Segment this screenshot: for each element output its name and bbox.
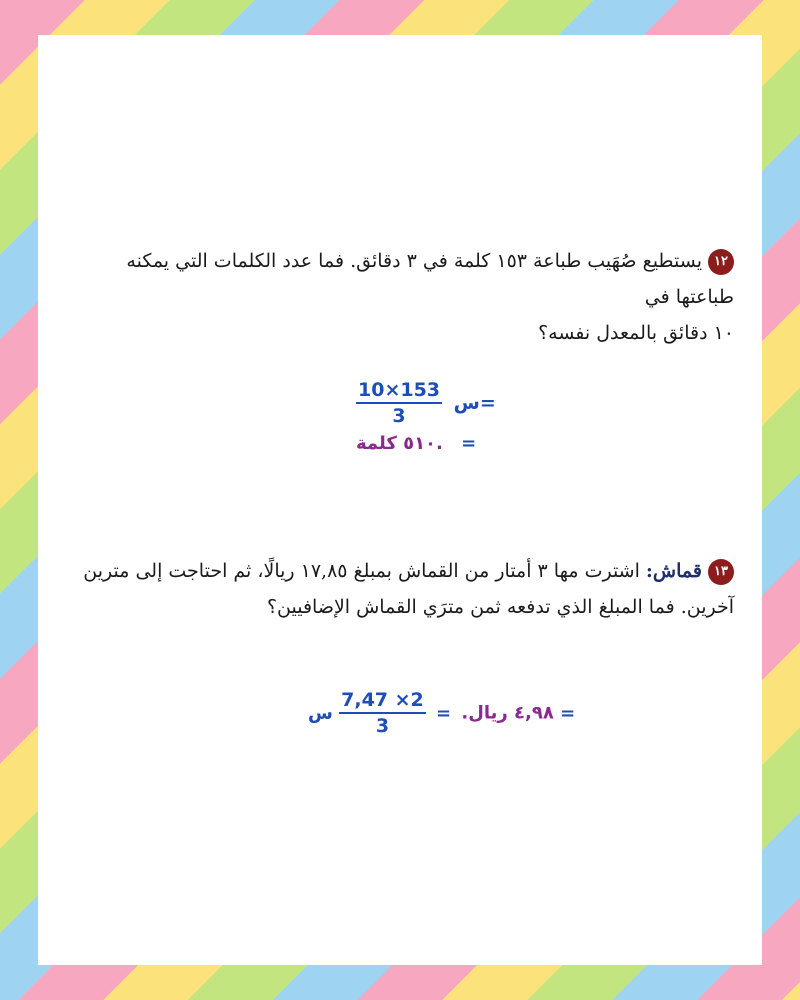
result-value: ٥١٠ كلمة. (356, 433, 443, 454)
problem-12-solution-formula (356, 378, 496, 428)
fraction-numerator: 10×153 (356, 378, 442, 404)
result-equals: = (436, 702, 452, 724)
problem-13-solution (302, 688, 575, 738)
result-equals: = (461, 433, 477, 454)
result-value: ٤,٩٨ ريال. (461, 702, 554, 724)
variable-equals: س= (453, 392, 496, 414)
problem-number-badge: ١٣ (708, 559, 734, 585)
fraction (339, 688, 426, 738)
problem-12-solution-result (356, 433, 476, 454)
problem-number-badge: ١٢ (708, 249, 734, 275)
fraction-denominator: 3 (375, 715, 390, 737)
problem-13 (64, 553, 734, 625)
worksheet-card (38, 35, 762, 965)
problem-13-line-1 (64, 553, 734, 589)
problem-12-text-2: ١٠ دقائق بالمعدل نفسه؟ (538, 322, 734, 344)
problem-13-text-1: اشترت مها ٣ أمتار من القماش بمبلغ ١٧,٨٥ ريالًا، ثم احتاجت إلى مترين (83, 560, 640, 582)
problem-12 (64, 243, 734, 351)
fraction (356, 378, 442, 428)
variable-equals: س = (308, 702, 576, 724)
problem-13-text-2: آخرين. فما المبلغ الذي تدفعه ثمن مترَي القماش الإضافيين؟ (266, 596, 734, 618)
fraction-denominator: 3 (392, 405, 406, 427)
problem-13-keyword: قماش: (645, 560, 702, 582)
fraction-numerator: 7,47 ×2 (339, 688, 426, 714)
problem-12-line-1 (64, 243, 734, 315)
problem-12-text-1: يستطيع صُهَيب طباعة ١٥٣ كلمة في ٣ دقائق. فما عدد الكلمات التي يمكنه طباعتها في (126, 250, 734, 308)
